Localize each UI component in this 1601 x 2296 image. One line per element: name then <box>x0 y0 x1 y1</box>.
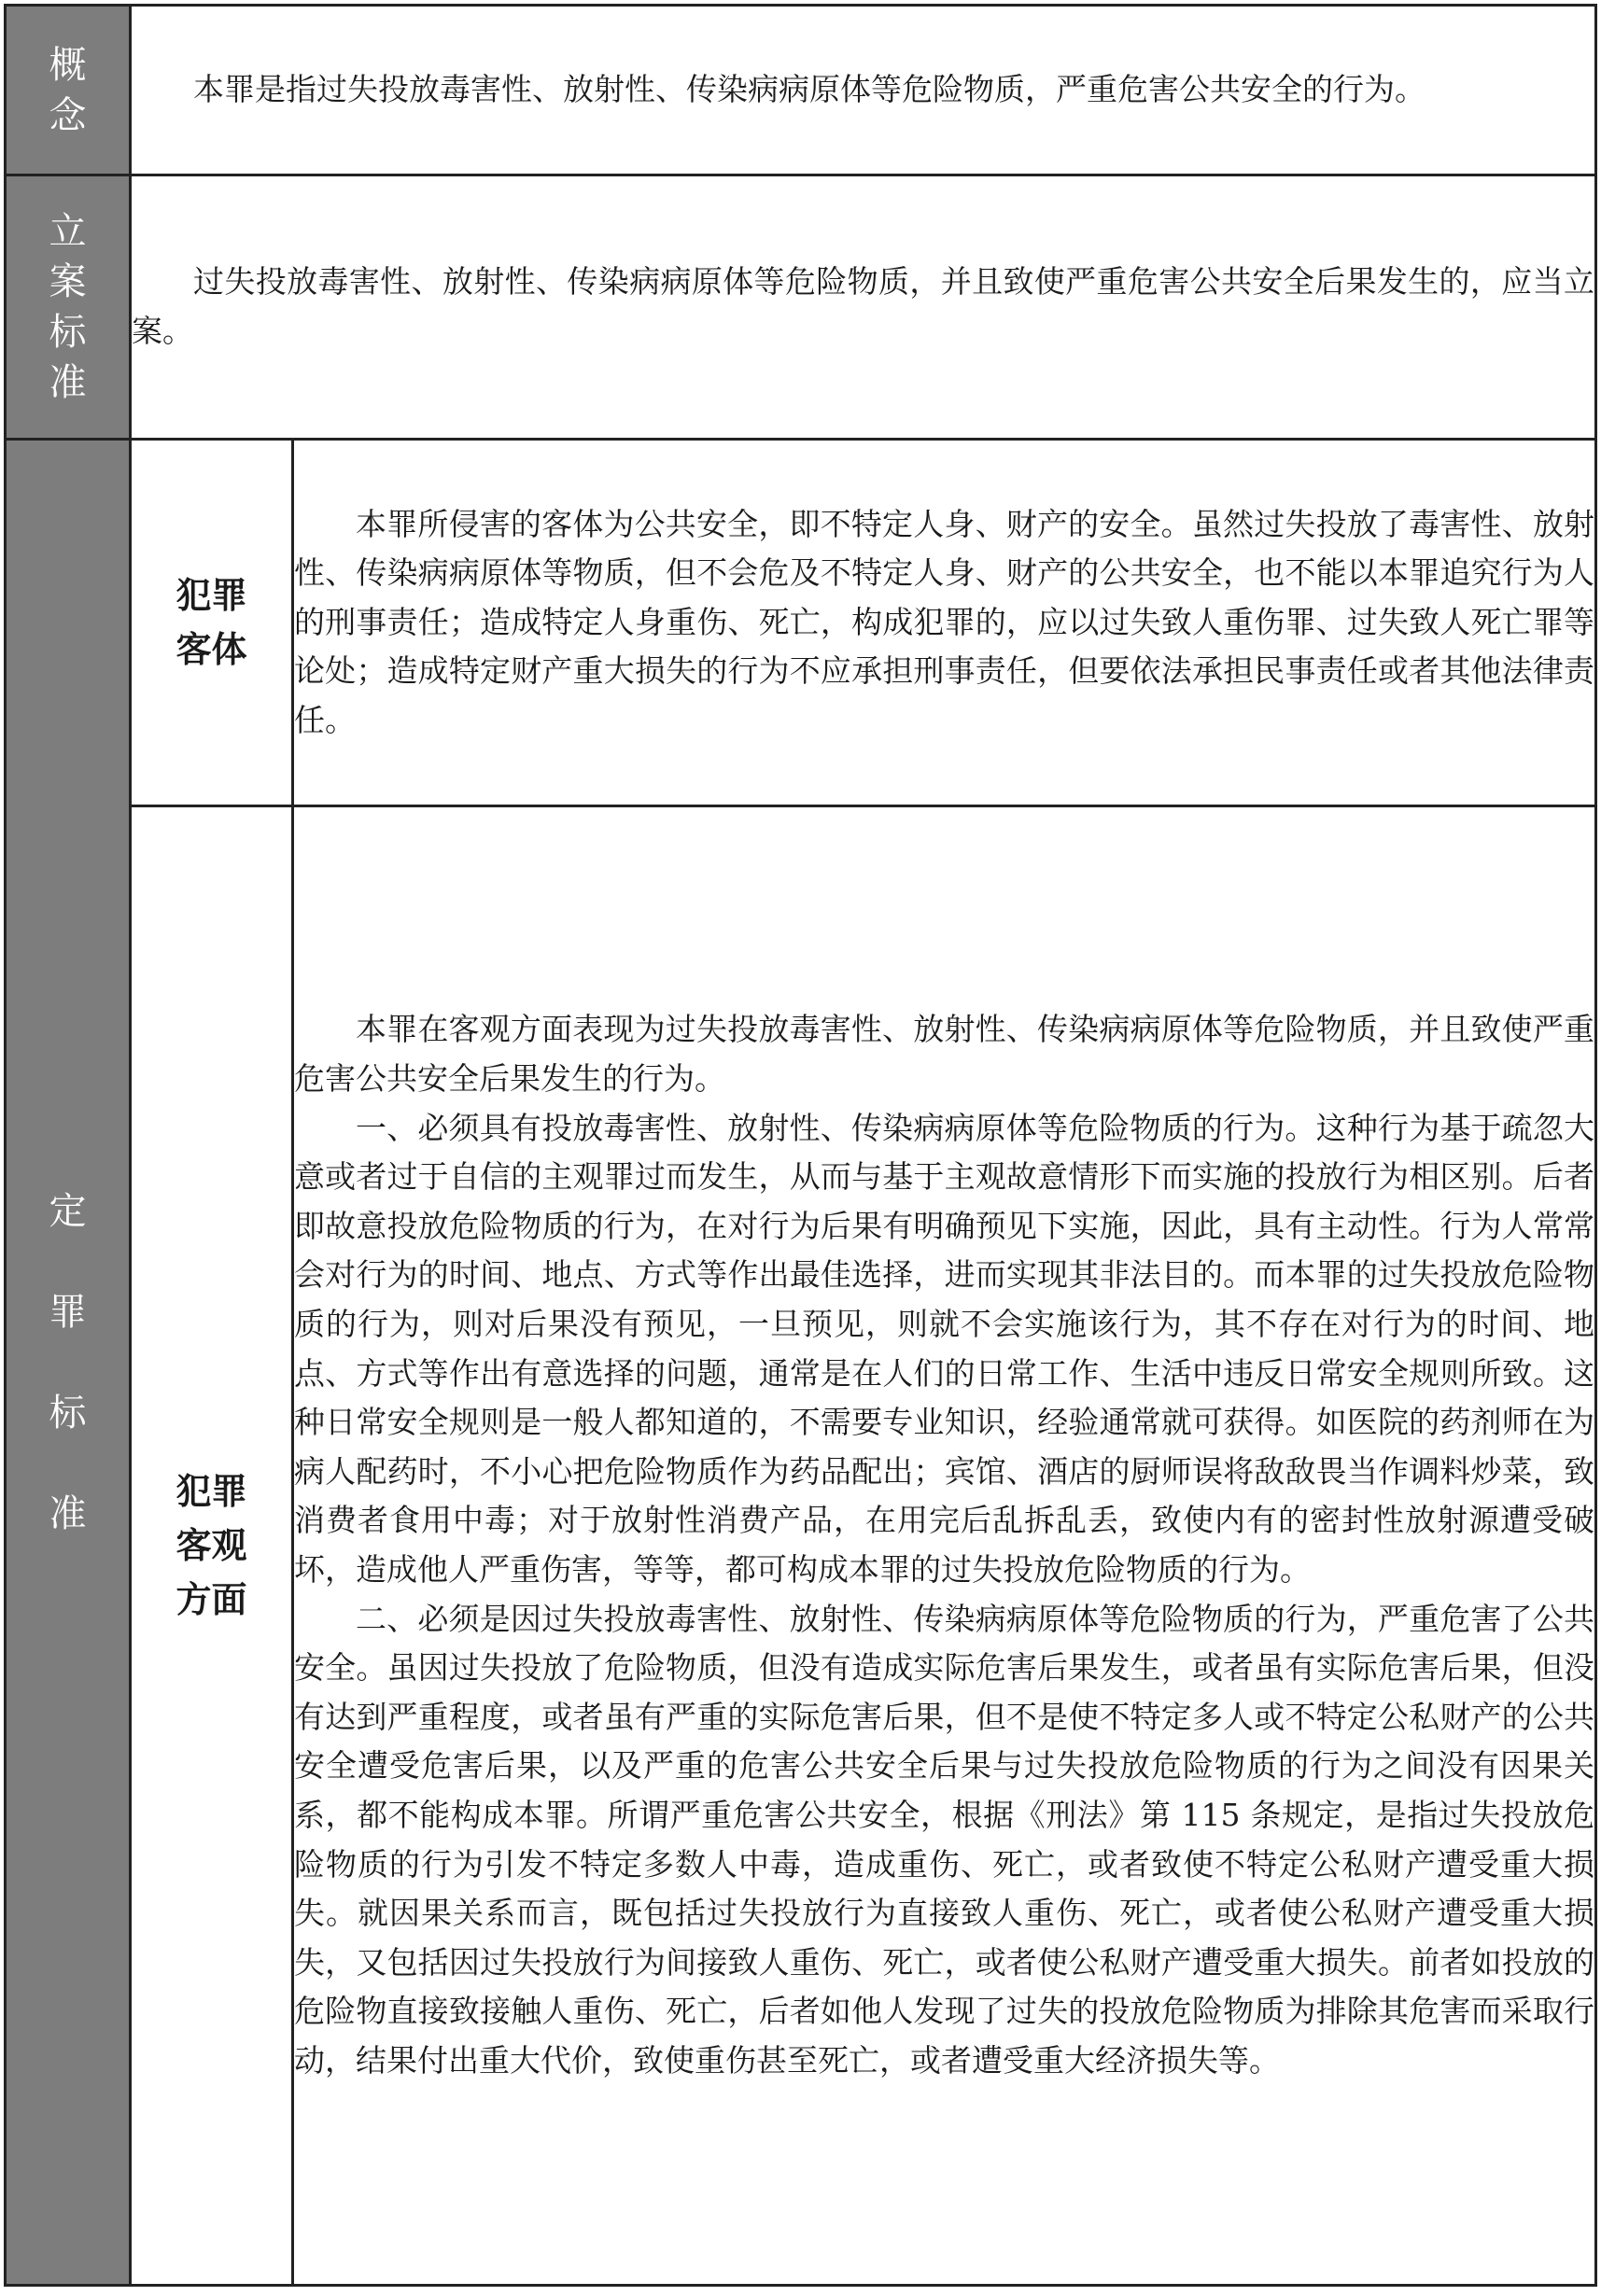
crime-object-body-cell <box>293 440 1596 806</box>
conviction-label: 定罪标准 <box>49 1189 87 1535</box>
crime-objective-body-cell <box>293 806 1596 2286</box>
crime-object-row <box>6 440 1596 806</box>
filing-label-cell <box>6 175 131 440</box>
filing-body-cell <box>131 175 1596 440</box>
filing-row <box>6 175 1596 440</box>
crime-objective-label: 犯罪客观方面 <box>176 1471 247 1620</box>
concept-label-cell <box>6 6 131 175</box>
concept-body-cell <box>131 6 1596 175</box>
concept-text: 本罪是指过失投放毒害性、放射性、传染病病原体等危险物质，严重危害公共安全的行为。 <box>193 71 1425 108</box>
filing-text: 过失投放毒害性、放射性、传染病病原体等危险物质，并且致使严重危害公共安全后果发生的，应当立案。 <box>132 263 1594 349</box>
concept-row <box>6 6 1596 175</box>
crime-object-label-cell <box>131 440 293 806</box>
crime-objective-label-cell <box>131 806 293 2286</box>
conviction-label-cell <box>6 440 131 2286</box>
crime-standard-table <box>4 4 1597 2287</box>
crime-objective-row <box>6 806 1596 2286</box>
crime-objective-paragraph: 本罪在客观方面表现为过失投放毒害性、放射性、传染病病原体等危险物质，并且致使严重危害公共安全后果发生的行为。 <box>294 1011 1594 1098</box>
concept-label: 概念 <box>49 43 87 137</box>
crime-object-text: 本罪所侵害的客体为公共安全，即不特定人身、财产的安全。虽然过失投放了毒害性、放射性、传染病病原体等物质，但不会危及不特定人身、财产的公共安全，也不能以本罪追究行为人的刑事责任；造成特定人身重伤、死亡，构成犯罪的，应以过失致人重伤罪、过失致人死亡罪等论处；造成特定财产重大损失的行为不应承担刑事责任，但要依法承担民事责任或者其他法律责任。 <box>294 505 1594 738</box>
crime-objective-paragraph: 一、必须具有投放毒害性、放射性、传染病病原体等危险物质的行为。这种行为基于疏忽大意或者过于自信的主观罪过而发生，从而与基于主观故意情形下而实施的投放行为相区别。后者即故意投放危险物质的行为，在对行为后果有明确预见下实施，因此，具有主动性。行为人常常会对行为的时间、地点、方式等作出最佳选择，进而实现其非法目的。而本罪的过失投放危险物质的行为，则对后果没有预见，一旦预见，则就不会实施该行为，其不存在对行为的时间、地点、方式等作出有意选择的问题，通常是在人们的日常工作、生活中违反日常安全规则所致。这种日常安全规则是一般人都知道的，不需要专业知识，经验通常就可获得。如医院的药剂师在为病人配药时，不小心把危险物质作为药品配出；宾馆、酒店的厨师误将敌敌畏当作调料炒菜，致消费者食用中毒；对于放射性消费产品，在用完后乱拆乱丢，致使内有的密封性放射源遭受破坏，造成他人严重伤害，等等，都可构成本罪的过失投放危险物质的行为。 <box>294 1109 1594 1588</box>
crime-objective-paragraph: 二、必须是因过失投放毒害性、放射性、传染病病原体等危险物质的行为，严重危害了公共安全。虽因过失投放了危险物质，但没有造成实际危害后果发生，或者虽有实际危害后果，但没有达到严重程度，或者虽有严重的实际危害后果，但不是使不特定多人或不特定公私财产的公共安全遭受危害后果，以及严重的危害公共安全后果与过失投放危险物质的行为之间没有因果关系，都不能构成本罪。所谓严重危害公共安全，根据《刑法》第 115 条规定，是指过失投放危险物质的行为引发不特定多数人中毒，造成重伤、死亡，或者致使不特定公私财产遭受重大损失。就因果关系而言，既包括过失投放行为直接致人重伤、死亡，或者使公私财产遭受重大损失，又包括因过失投放行为间接致人重伤、死亡，或者使公私财产遭受重大损失。前者如投放的危险物直接致接触人重伤、死亡，后者如他人发现了过失的投放危险物质为排除其危害而采取行动，结果付出重大代价，致使重伤甚至死亡，或者遭受重大经济损失等。 <box>294 1600 1594 2079</box>
crime-object-label: 犯罪客体 <box>176 575 247 670</box>
filing-label: 立案标准 <box>49 210 87 404</box>
